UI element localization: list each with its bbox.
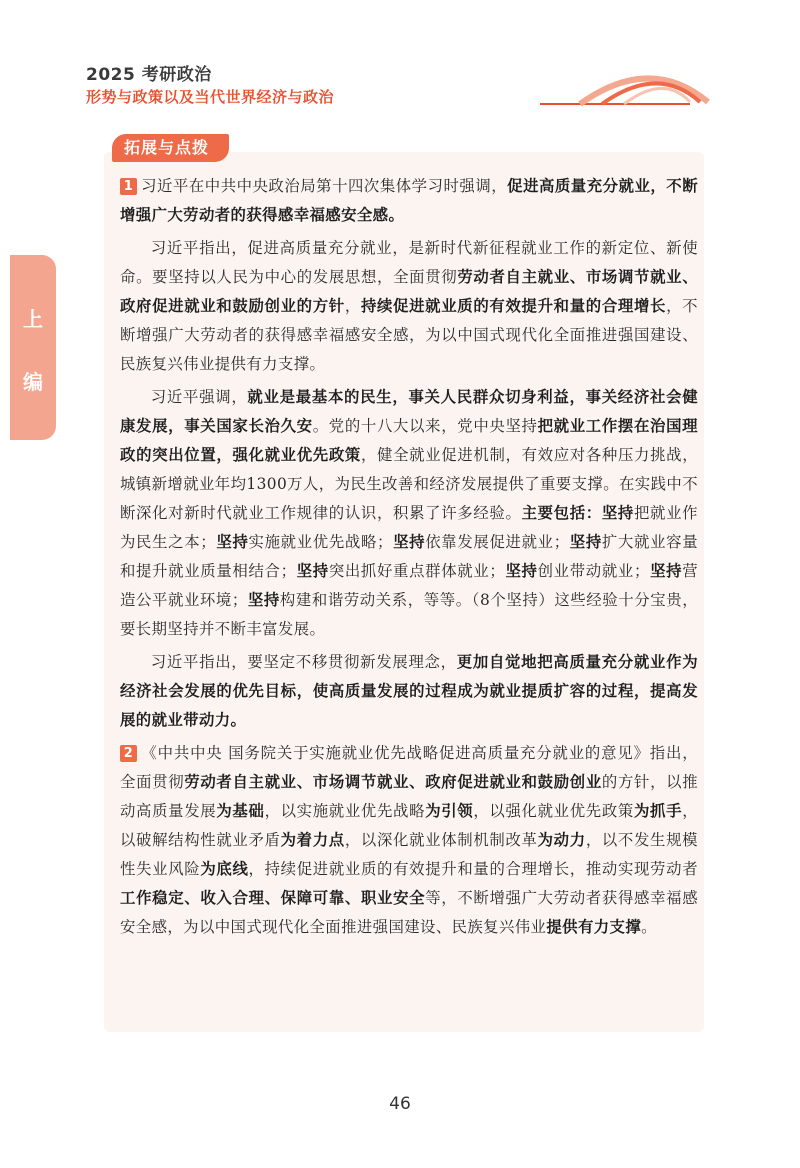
body-text: ，以破解结构性就业矛盾 — [120, 802, 698, 849]
emphasis-text: 坚持 — [649, 562, 683, 580]
emphasis-text: 坚持 — [569, 533, 602, 551]
body-text: 习近平指出，促进高质量充分就业，是新时代新征程就业工作的新定位、新使命。要坚持以人民为中心的发展思想，全面贯彻 — [120, 239, 698, 286]
emphasis-text: 为抓手 — [634, 802, 683, 820]
emphasis-text: 为着力点 — [280, 831, 345, 849]
body-text: 创业带动就业； — [537, 562, 650, 580]
emphasis-text: 坚持 — [392, 533, 426, 551]
emphasis-text: 坚持 — [505, 562, 538, 580]
emphasis-text: 坚持 — [216, 533, 249, 551]
item-number-badge: 2 — [120, 745, 137, 762]
side-tab-char: 上 — [23, 307, 43, 331]
page-number: 46 — [389, 1094, 411, 1114]
body-paragraph — [120, 648, 698, 735]
body-text: 习近平强调， — [150, 388, 248, 406]
body-text: ，以实施就业优先战略 — [264, 802, 426, 820]
body-text: ，健全就业促进机制，有效应对各种压力挑战，城镇新增就业年均1300万人，为民生改善和经济发展提供了重要支撑。在实践中不断深化对新时代就业工作规律的认识，积累了许多经验。 — [120, 446, 698, 522]
side-tab-char: 编 — [23, 370, 43, 394]
emphasis-text: 劳动者自主就业、市场调节就业、政府促进就业和鼓励创业 — [184, 773, 602, 791]
body-text: 构建和谐劳动关系，等等。（8个坚持）这些经验十分宝贵，要长期坚持并不断丰富发展。 — [120, 591, 698, 638]
body-text: 扩大就业容量和提升就业质量相结合； — [120, 533, 698, 580]
emphasis-text: 坚持 — [247, 591, 280, 609]
emphasis-text: 工作稳定、收入合理、保障可靠、职业安全 — [120, 889, 426, 907]
body-text: 等，不断增强广大劳动者获得感幸福感安全感，为以中国式现代化全面推进强国建设、民族复兴伟业 — [120, 889, 698, 936]
item-number-badge: 1 — [120, 178, 137, 195]
body-text: ，以强化就业优先政策 — [473, 802, 634, 820]
body-text: ，不断增强广大劳动者的获得感幸福感安全感，为以中国式现代化全面推进强国建设、民族复兴伟业提供有力支撑。 — [120, 297, 698, 373]
body-text: ，以深化就业体制机制改革 — [344, 831, 538, 849]
body-text: 的方针，以推动高质量发展 — [120, 773, 698, 820]
emphasis-text: 主要包括：坚持 — [521, 504, 634, 522]
body-text: ，持续促进就业质的有效提升和量的合理增长，推动实现劳动者 — [248, 860, 698, 878]
emphasis-text: 劳动者自主就业、市场调节就业、政府促进就业和鼓励创业的方针 — [120, 268, 698, 315]
body-text: 习近平指出，要坚定不移贯彻新发展理念， — [150, 653, 457, 671]
body-paragraph — [120, 234, 698, 379]
section-tag: 拓展与点拨 — [112, 134, 229, 162]
body-text: 突出抓好重点群体就业； — [328, 562, 506, 580]
emphasis-text: 为动力 — [537, 831, 586, 849]
body-text: ，以不发生规模性失业风险 — [120, 831, 698, 878]
emphasis-text: 就业是最基本的民生，事关人民群众切身利益，事关经济社会健康发展，事关国家长治久安 — [120, 388, 698, 435]
body-paragraph — [120, 172, 698, 230]
emphasis-text: 为基础 — [216, 802, 265, 820]
header-year-title: 2025 考研政治 — [86, 65, 212, 85]
body-text: 习近平在中共中央政治局第十四次集体学习时强调， — [141, 177, 508, 195]
emphasis-text: 把就业工作摆在治国理政的突出位置，强化就业优先政策 — [120, 417, 698, 464]
body-text: 营造公平就业环境； — [120, 562, 698, 609]
emphasis-text: 促进高质量充分就业，不断增强广大劳动者的获得感幸福感安全感。 — [120, 177, 698, 224]
emphasis-text: 提供有力支撑 — [546, 918, 642, 936]
body-text: 实施就业优先战略； — [248, 533, 393, 551]
body-paragraph — [120, 739, 698, 942]
body-paragraph — [120, 383, 698, 644]
header-subtitle: 形势与政策以及当代世界经济与政治 — [86, 88, 335, 106]
body-text: 《中共中央 国务院关于实施就业优先战略促进高质量充分就业的意见》指出，全面贯彻 — [120, 744, 698, 791]
side-volume-tab — [10, 255, 56, 440]
body-text: 把就业作为民生之本； — [120, 504, 698, 551]
emphasis-text: 更加自觉地把高质量充分就业作为经济社会发展的优先目标，使高质量发展的过程成为就业提质扩容的过程，提高发展的就业带动力。 — [120, 653, 698, 729]
emphasis-text: 持续促进就业质的有效提升和量的合理增长 — [360, 297, 667, 315]
content-body — [120, 172, 698, 946]
body-text: 依靠发展促进就业； — [425, 533, 570, 551]
body-text: ， — [344, 297, 361, 315]
body-text: 。党的十八大以来，党中央坚持 — [312, 417, 538, 435]
body-text: 。 — [641, 918, 657, 936]
emphasis-text: 为底线 — [200, 860, 249, 878]
header-arc-decoration — [540, 58, 720, 108]
emphasis-text: 坚持 — [296, 562, 329, 580]
emphasis-text: 为引领 — [425, 802, 474, 820]
